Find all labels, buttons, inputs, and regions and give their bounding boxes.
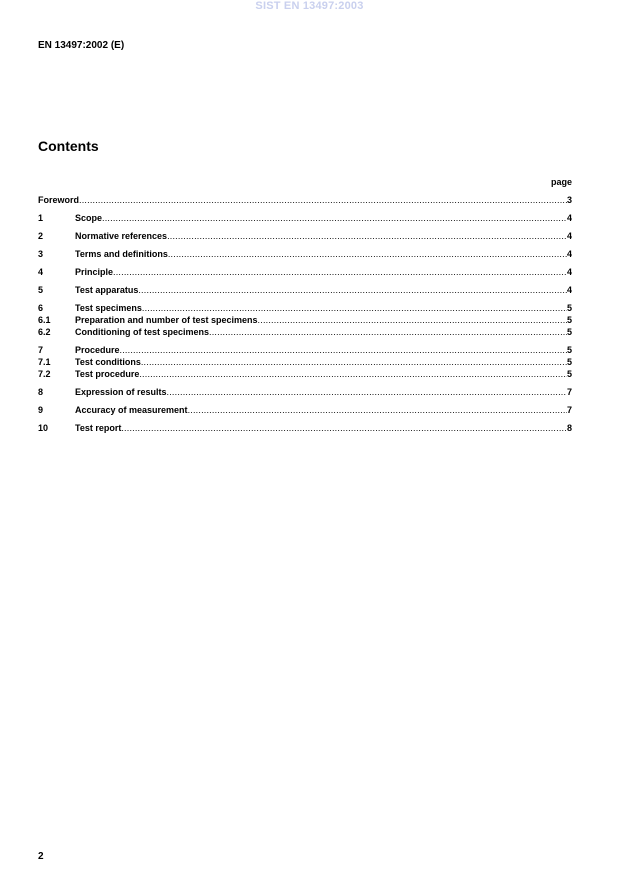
toc-entry-number: 1 (38, 213, 44, 223)
toc-leader-dots (142, 302, 567, 314)
toc-entry-page: 4 (566, 213, 572, 223)
toc-entry-test-conditions[interactable] (38, 356, 572, 368)
toc-entry-page: 5 (566, 303, 572, 313)
toc-entry-page: 5 (566, 327, 572, 337)
toc-leader-dots (258, 314, 567, 326)
toc-entry-number: 7 (38, 345, 44, 355)
toc-entry-page: 5 (566, 369, 572, 379)
toc-entry-title: Preparation and number of test specimens (75, 315, 258, 325)
toc-entry-title: Principle (75, 267, 114, 277)
toc-entry-title: Procedure (75, 345, 120, 355)
toc-entry-number: 6.1 (38, 315, 51, 325)
toc-entry-page: 5 (566, 357, 572, 367)
toc-leader-dots (121, 422, 567, 434)
toc-entry-normative-references[interactable] (38, 230, 572, 242)
toc-entry-title: Terms and definitions (75, 249, 168, 259)
toc-entry-title: Normative references (75, 231, 168, 241)
toc-leader-dots (120, 344, 567, 356)
toc-leader-dots (102, 212, 567, 224)
toc-entry-number: 6.2 (38, 327, 51, 337)
toc-entry-number: 2 (38, 231, 44, 241)
toc-entry-title: Foreword (38, 195, 80, 205)
toc-leader-dots (168, 248, 567, 260)
toc-entry-number: 6 (38, 303, 44, 313)
toc-entry-principle[interactable] (38, 266, 572, 278)
toc-entry-title: Expression of results (75, 387, 167, 397)
toc-entry-test-specimens[interactable] (38, 302, 572, 314)
toc-entry-page: 3 (566, 195, 572, 205)
toc-entry-preparation-of-specimens[interactable] (38, 314, 572, 326)
document-id-header: EN 13497:2002 (E) (38, 40, 125, 51)
toc-entry-page: 4 (566, 285, 572, 295)
toc-entry-accuracy-of-measurement[interactable] (38, 404, 572, 416)
toc-leader-dots (138, 284, 567, 296)
toc-entry-page: 4 (566, 231, 572, 241)
toc-entry-page: 4 (566, 267, 572, 277)
toc-entry-page: 4 (566, 249, 572, 259)
watermark-text: SIST EN 13497:2003 (255, 0, 364, 12)
toc-entry-title: Conditioning of test specimens (75, 327, 210, 337)
toc-entry-number: 7.2 (38, 369, 51, 379)
toc-entry-expression-of-results[interactable] (38, 386, 572, 398)
toc-entry-terms-and-definitions[interactable] (38, 248, 572, 260)
toc-entry-title: Scope (75, 213, 103, 223)
toc-entry-title: Test apparatus (75, 285, 139, 295)
toc-entry-title: Test specimens (75, 303, 142, 313)
toc-entry-foreword[interactable] (38, 194, 572, 206)
toc-entry-number: 9 (38, 405, 44, 415)
toc-entry-test-procedure[interactable] (38, 368, 572, 380)
page-column-label: page (550, 177, 572, 187)
toc-leader-dots (167, 386, 567, 398)
toc-entry-page: 5 (566, 315, 572, 325)
toc-entry-title: Accuracy of measurement (75, 405, 188, 415)
toc-entry-page: 7 (566, 405, 572, 415)
toc-entry-scope[interactable] (38, 212, 572, 224)
toc-entry-number: 8 (38, 387, 44, 397)
table-of-contents (38, 194, 572, 434)
toc-entry-test-apparatus[interactable] (38, 284, 572, 296)
toc-entry-test-report[interactable] (38, 422, 572, 434)
toc-leader-dots (209, 326, 567, 338)
toc-leader-dots (139, 368, 567, 380)
toc-entry-title: Test report (75, 423, 122, 433)
page-number: 2 (38, 851, 44, 862)
toc-leader-dots (79, 194, 567, 206)
toc-entry-number: 7.1 (38, 357, 51, 367)
toc-leader-dots (141, 356, 567, 368)
toc-entry-title: Test procedure (75, 369, 140, 379)
toc-entry-conditioning-of-specimens[interactable] (38, 326, 572, 338)
toc-entry-title: Test conditions (75, 357, 141, 367)
toc-entry-page: 5 (566, 345, 572, 355)
toc-leader-dots (188, 404, 567, 416)
toc-entry-number: 4 (38, 267, 44, 277)
toc-entry-procedure[interactable] (38, 344, 572, 356)
toc-entry-number: 3 (38, 249, 44, 259)
toc-leader-dots (167, 230, 567, 242)
toc-leader-dots (113, 266, 567, 278)
toc-entry-number: 5 (38, 285, 44, 295)
toc-entry-page: 8 (566, 423, 572, 433)
page-title: Contents (38, 138, 99, 154)
toc-entry-page: 7 (566, 387, 572, 397)
toc-entry-number: 10 (38, 423, 49, 433)
